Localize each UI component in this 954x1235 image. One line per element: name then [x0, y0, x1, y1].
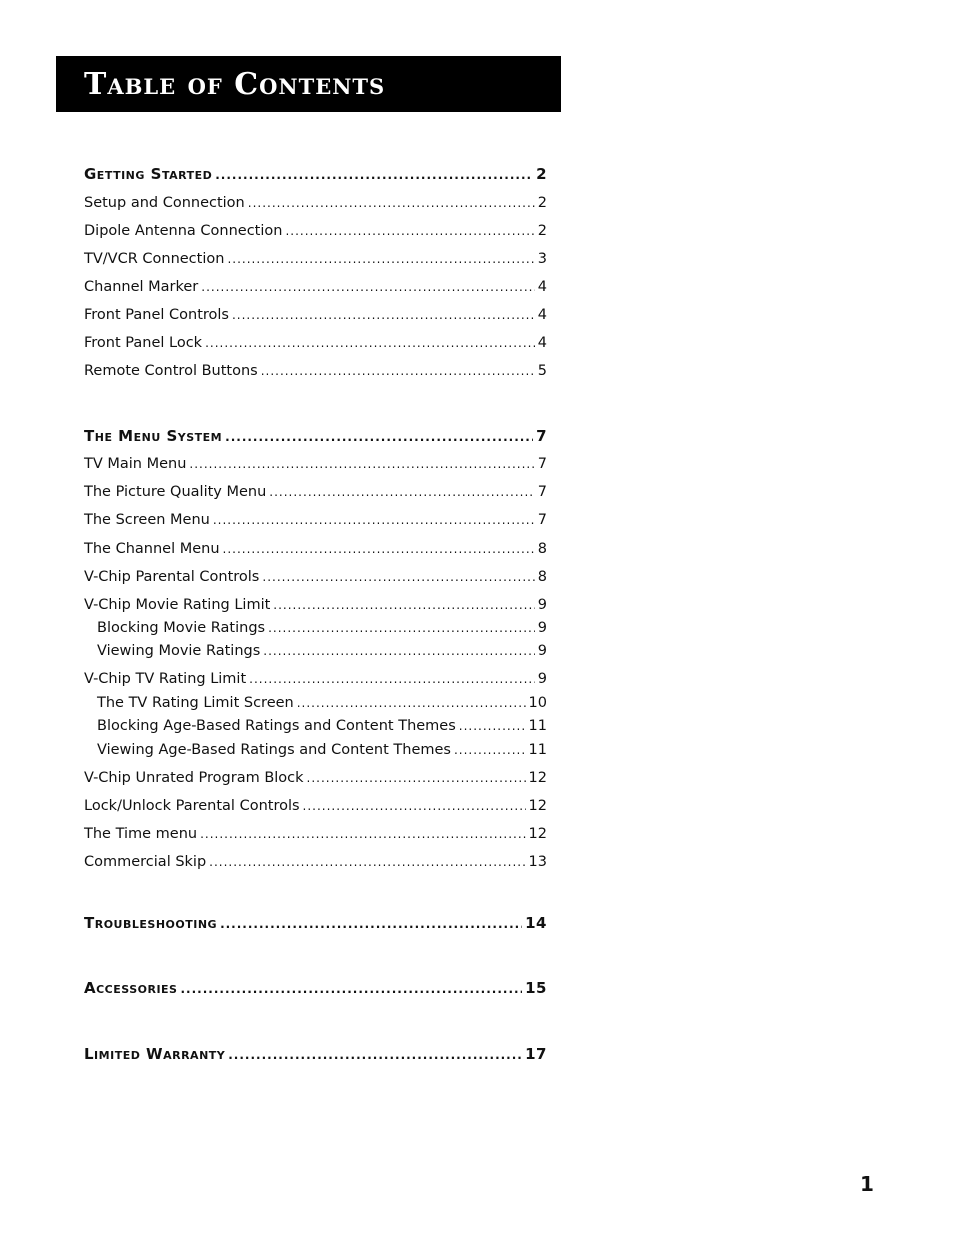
- toc-label: Limited Warranty: [84, 1045, 226, 1063]
- toc-page: 4: [537, 307, 547, 323]
- toc-page: 9: [537, 620, 547, 636]
- toc-page: 15: [525, 979, 547, 997]
- toc-entry[interactable]: [84, 797, 547, 815]
- toc-entry[interactable]: [84, 568, 547, 586]
- toc-page: 17: [525, 1045, 547, 1063]
- dot-leader: [249, 670, 535, 688]
- dot-leader: [273, 596, 534, 614]
- toc-page: 4: [537, 335, 547, 351]
- toc-page: 2: [537, 223, 547, 239]
- toc-page: 2: [537, 195, 547, 211]
- dot-leader: [454, 741, 526, 759]
- toc-label: The TV Rating Limit Screen: [97, 695, 294, 711]
- toc-label: Blocking Age-Based Ratings and Content Themes: [97, 718, 456, 734]
- toc-page: 8: [537, 569, 547, 585]
- toc-section-accessories[interactable]: [84, 979, 547, 998]
- toc-entry[interactable]: [84, 483, 547, 501]
- toc-page: 2: [536, 165, 547, 183]
- toc-subentry[interactable]: [97, 619, 547, 637]
- toc-page: 13: [528, 854, 547, 870]
- toc-page: 3: [537, 251, 547, 267]
- page-title: Table of Contents: [84, 66, 386, 102]
- toc-page: 7: [537, 456, 547, 472]
- dot-leader: [261, 362, 535, 380]
- dot-leader: [220, 915, 522, 933]
- toc-label: Front Panel Controls: [84, 307, 229, 323]
- toc-entry[interactable]: [84, 511, 547, 529]
- dot-leader: [262, 568, 534, 586]
- dot-leader: [263, 642, 534, 660]
- toc-entry[interactable]: [84, 769, 547, 787]
- dot-leader: [209, 853, 525, 871]
- dot-leader: [201, 278, 535, 296]
- toc-entry[interactable]: [84, 222, 547, 240]
- toc-entry[interactable]: [84, 362, 547, 380]
- toc-page: 12: [528, 770, 547, 786]
- toc-page: 7: [537, 484, 547, 500]
- toc-label: Dipole Antenna Connection: [84, 223, 283, 239]
- toc-section-menu-system[interactable]: [84, 427, 547, 446]
- dot-leader: [225, 428, 533, 446]
- toc-entry[interactable]: [84, 455, 547, 473]
- toc-label: Setup and Connection: [84, 195, 245, 211]
- dot-leader: [215, 166, 533, 184]
- title-banner: [56, 56, 561, 112]
- toc-page: 11: [528, 718, 547, 734]
- dot-leader: [180, 980, 522, 998]
- toc-label: The Time menu: [84, 826, 198, 842]
- toc-label: V-Chip TV Rating Limit: [84, 671, 247, 687]
- dot-leader: [459, 717, 526, 735]
- dot-leader: [223, 540, 535, 558]
- toc-label: TV Main Menu: [84, 456, 187, 472]
- toc-label: Lock/Unlock Parental Controls: [84, 798, 300, 814]
- toc-subentry[interactable]: [97, 642, 547, 660]
- toc-page: 7: [537, 512, 547, 528]
- toc-label: Commercial Skip: [84, 854, 207, 870]
- toc-page: 5: [537, 363, 547, 379]
- toc-entry[interactable]: [84, 278, 547, 296]
- dot-leader: [269, 483, 534, 501]
- toc-label: Blocking Movie Ratings: [97, 620, 266, 636]
- toc-label: The Menu System: [84, 427, 223, 445]
- toc-page: 9: [537, 643, 547, 659]
- dot-leader: [268, 619, 535, 637]
- toc-subentry[interactable]: [97, 741, 547, 759]
- toc-label: The Channel Menu: [84, 541, 220, 557]
- toc-label: Remote Control Buttons: [84, 363, 258, 379]
- toc-label: Accessories: [84, 979, 178, 997]
- toc-label: Getting Started: [84, 165, 213, 183]
- toc-entry[interactable]: [84, 334, 547, 352]
- toc-page: 11: [528, 742, 547, 758]
- page-number: 1: [860, 1172, 874, 1196]
- toc-page: 14: [525, 914, 547, 932]
- dot-leader: [200, 825, 525, 843]
- toc-page: 12: [528, 798, 547, 814]
- toc-section-troubleshooting[interactable]: [84, 914, 547, 933]
- toc-entry[interactable]: [84, 825, 547, 843]
- toc-entry[interactable]: [84, 853, 547, 871]
- toc-page: 8: [537, 541, 547, 557]
- dot-leader: [248, 194, 535, 212]
- dot-leader: [227, 250, 534, 268]
- toc-label: V-Chip Movie Rating Limit: [84, 597, 271, 613]
- toc-entry[interactable]: [84, 250, 547, 268]
- toc-label: TV/VCR Connection: [84, 251, 225, 267]
- dot-leader: [205, 334, 535, 352]
- toc-section-limited-warranty[interactable]: [84, 1045, 547, 1064]
- toc-entry[interactable]: [84, 306, 547, 324]
- dot-leader: [307, 769, 526, 787]
- toc-label: Viewing Movie Ratings: [97, 643, 261, 659]
- toc-page: 7: [536, 427, 547, 445]
- toc-entry[interactable]: [84, 670, 547, 688]
- toc-entry[interactable]: [84, 194, 547, 212]
- dot-leader: [297, 694, 526, 712]
- toc-page: 12: [528, 826, 547, 842]
- toc-section-getting-started[interactable]: [84, 165, 547, 184]
- toc-subentry[interactable]: [97, 694, 547, 712]
- dot-leader: [285, 222, 534, 240]
- dot-leader: [228, 1046, 522, 1064]
- toc-label: The Screen Menu: [84, 512, 210, 528]
- toc-label: Viewing Age-Based Ratings and Content Themes: [97, 742, 451, 758]
- dot-leader: [213, 511, 535, 529]
- toc-subentry[interactable]: [97, 717, 547, 735]
- toc-label: V-Chip Parental Controls: [84, 569, 260, 585]
- toc-page: 10: [528, 695, 547, 711]
- toc-label: The Picture Quality Menu: [84, 484, 267, 500]
- toc-entry[interactable]: [84, 596, 547, 614]
- dot-leader: [232, 306, 535, 324]
- toc-label: Front Panel Lock: [84, 335, 203, 351]
- toc-label: V-Chip Unrated Program Block: [84, 770, 304, 786]
- toc-entry[interactable]: [84, 540, 547, 558]
- dot-leader: [303, 797, 526, 815]
- toc-page: 9: [537, 597, 547, 613]
- dot-leader: [189, 455, 534, 473]
- toc-label: Troubleshooting: [84, 914, 218, 932]
- toc-page: 9: [537, 671, 547, 687]
- toc-label: Channel Marker: [84, 279, 199, 295]
- toc-page: 4: [537, 279, 547, 295]
